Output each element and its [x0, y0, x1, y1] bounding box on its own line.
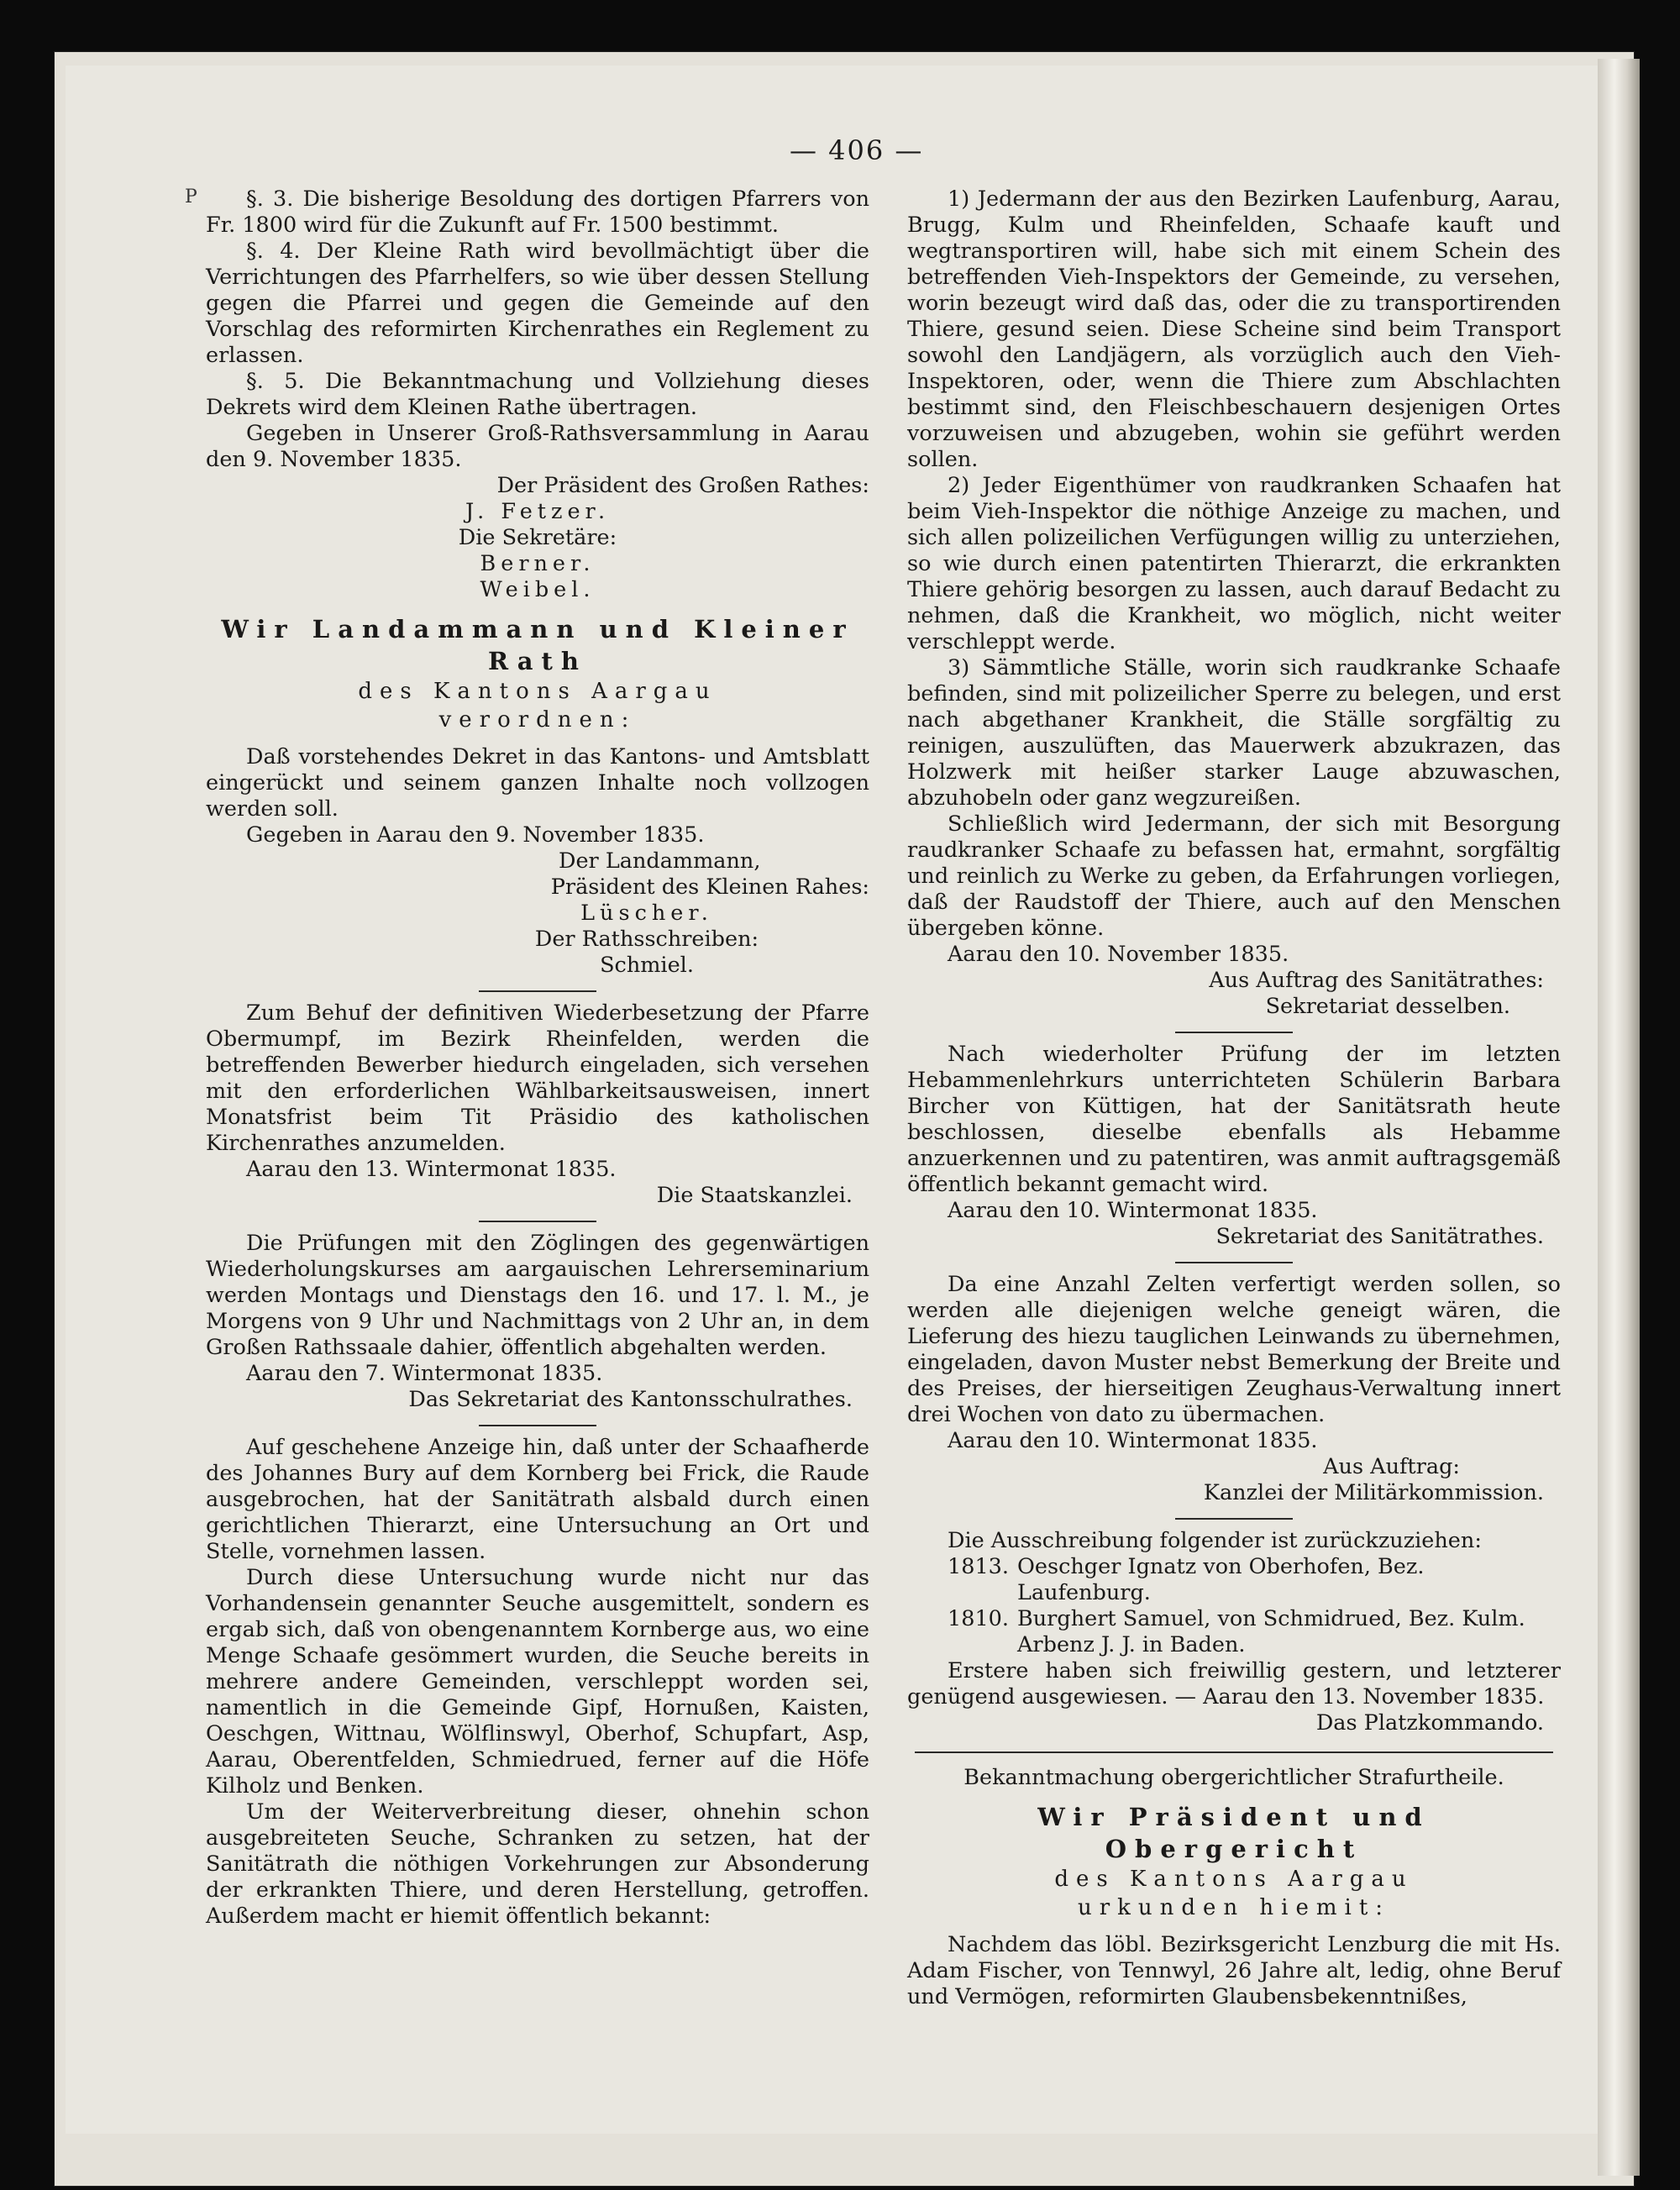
notice-pfarre-date: Aarau den 13. Wintermonat 1835.	[246, 1157, 617, 1182]
list-item	[948, 1632, 1561, 1658]
divider	[1175, 1518, 1293, 1520]
notice-ausschreibung-text: Erstere haben sich freiwillig gestern, und letzterer genügend ausgewiesen. — Aarau den 13. November 1835.	[907, 1658, 1561, 1709]
list-item	[948, 1606, 1561, 1632]
measure-2: 2) Jeder Eigenthümer von raudkranken Schaafen hat beim Vieh-Inspektor die nöthige Anzeige zu machen, und sich allen polizeilichen Verfügungen willig zu unterziehen, so wie durch einen patentirten Thierarzt, die erkrankten Thiere gehörig besorgen zu lassen, auch darauf Bedacht zu nehmen, daß die Krankheit, wo möglich, nicht weiter verschleppt werde.	[907, 473, 1561, 654]
notice-ausschreibung-signature: Das Platzkommando.	[1315, 1710, 1544, 1736]
court-heading-1: Wir Präsident und Obergericht	[1037, 1803, 1431, 1863]
decree-heading-3: verordnen:	[438, 707, 637, 733]
paragraph-given: Gegeben in Unserer Groß-Rathsversammlung in Aarau den 9. November 1835.	[206, 421, 869, 472]
notice-zelten-signature-1: Aus Auftrag:	[1323, 1454, 1460, 1479]
book-spine	[1598, 59, 1640, 2176]
list-text: Burghert Samuel, von Schmidrued, Bez. Kulm.	[1017, 1606, 1525, 1631]
paragraph-s4: §. 4. Der Kleine Rath wird bevollmächtigt über die Verrichtungen des Pfarrhelfers, so wie über dessen Stellung gegen die Pfarrei und gegen die Gemeinde auf den Vorschlag des reformirten Kirchenrathes ein Reglement zu erlassen.	[206, 239, 869, 368]
notice-raude-3: Um der Weiterverbreitung dieser, ohnehin schon ausgebreiteten Seuche, Schranken zu setzen, hat der Sanitätrath die nöthigen Vorkehrungen zur Absonderung der erkrankten Thiere, und deren Herstellung, getroffen. Außerdem macht er hiemit öffentlich bekannt:	[206, 1799, 869, 1929]
notice-zelten-signature-2: Kanzlei der Militärkommission.	[1203, 1480, 1544, 1505]
court-heading-3: urkunden hiemit:	[1077, 1895, 1391, 1920]
secretary-2: Weibel.	[480, 577, 596, 602]
landammann-title-2: Präsident des Kleinen Rahes:	[550, 874, 869, 900]
paragraph-decree: Daß vorstehendes Dekret in das Kantons- und Amtsblatt eingerückt und seinem ganzen Inhalte noch vollzogen werden soll.	[206, 744, 869, 822]
measure-3: 3) Sämmtliche Ställe, worin sich raudkranke Schaafe befinden, sind mit polizeilicher Sperre zu belegen, und erst nach abgethaner Krankheit, die Ställe sorgfältig zu reinigen, auszulüften, das Mauerwerk abzukrazen, das Holzwerk mit heißer starker Lauge abzuwaschen, abzuhobeln oder ganz wegzureißen.	[907, 655, 1561, 811]
divider	[479, 990, 596, 992]
paragraph-s3: §. 3. Die bisherige Besoldung des dortigen Pfarrers von Fr. 1800 wird für die Zukunft auf Fr. 1500 bestimmt.	[206, 186, 869, 238]
measure-date: Aarau den 10. November 1835.	[948, 942, 1289, 967]
ausschreibung-list	[948, 1554, 1561, 1658]
decree-heading-1: Wir Landammann und Kleiner Rath	[221, 615, 854, 675]
list-item	[948, 1554, 1561, 1606]
president-name: J. Fetzer.	[465, 499, 611, 524]
list-year	[948, 1632, 1017, 1658]
section-title: Bekanntmachung obergerichtlicher Strafurtheile.	[963, 1765, 1504, 1790]
notice-pfarre-signature: Die Staatskanzlei.	[656, 1183, 853, 1208]
divider	[479, 1221, 596, 1222]
court-heading-2: des Kantons Aargau	[1054, 1867, 1414, 1892]
divider	[479, 1425, 596, 1426]
margin-mark: P	[185, 186, 197, 207]
notice-zelten: Da eine Anzahl Zelten verfertigt werden sollen, so werden alle diejenigen welche geneigt wären, die Lieferung des hiezu tauglichen Leinwands zu übernehmen, eingeladen, davon Muster nebst Bemerkung der Breite und des Preises, der hierseitigen Zeughaus-Verwaltung innert drei Wochen von dato zu übermachen.	[907, 1272, 1561, 1427]
left-column	[206, 186, 869, 1930]
president-title: Der Präsident des Großen Rathes:	[496, 473, 869, 498]
page-number: — 406 —	[790, 134, 924, 166]
list-text: Oeschger Ignatz von Oberhofen, Bez. Laufenburg.	[1017, 1554, 1425, 1605]
list-year: 1813.	[948, 1554, 1010, 1579]
notice-hebamme-date: Aarau den 10. Wintermonat 1835.	[948, 1198, 1318, 1223]
notice-hebamme: Nach wiederholter Prüfung der im letzten Hebammenlehrkurs unterrichteten Schülerin Barbara Bircher von Küttigen, hat der Sanitätsrath heute beschlossen, dieselbe ebenfalls als Hebamme anzuerkennen und zu patentiren, was anmit auftragsgemäß öffentlich bekannt gemacht wird.	[907, 1042, 1561, 1197]
measure-1: 1) Jedermann der aus den Bezirken Laufenburg, Aarau, Brugg, Kulm und Rheinfelden, Schaafe kauft und wegtransportiren will, habe sich mit einem Schein des betreffenden Vieh-Inspektors der Gemeinde, zu versehen, worin bezeugt wird daß das, oder die zu transportirenden Thiere, gesund seien. Diese Scheine sind beim Transport sowohl den Landjägern, als vorzüglich auch den Vieh-Inspektoren, oder, wenn die Thiere zum Abschlachten bestimmt sind, den Fleischbeschauern desjenigen Ortes vorzuweisen und abzugeben, wohin sie geführt werden sollen.	[907, 186, 1561, 472]
notice-pruefungen-date: Aarau den 7. Wintermonat 1835.	[246, 1361, 603, 1386]
notice-raude-2: Durch diese Untersuchung wurde nicht nur das Vorhandensein genannter Seuche ausgemittelt, sondern es ergab sich, daß von obengenanntem Kornberge aus, wo eine Menge Schaafe gesömmert wurden, die Seuche bereits in mehrere andere Gemeinden, verschleppt worden sei, namentlich in die Gemeinde Gipf, Hornußen, Kaisten, Oeschgen, Wittnau, Wölflinswyl, Oberhof, Schupfart, Asp, Aarau, Oberentfelden, Schmiedrued, ferner auf die Höfe Kilholz und Benken.	[206, 1565, 869, 1799]
notice-hebamme-signature: Sekretariat des Sanitätrathes.	[1215, 1224, 1544, 1249]
rathsschreiber-name: Schmiel.	[600, 953, 694, 978]
secretary-1: Berner.	[480, 551, 596, 576]
divider	[1175, 1032, 1293, 1033]
landammann-name: Lüscher.	[580, 901, 713, 926]
decree-heading-2: des Kantons Aargau	[358, 679, 717, 704]
measure-final: Schließlich wird Jedermann, der sich mit Besorgung raudkranker Schaafe zu befassen hat, ermahnt, sorgfältig und reinlich zu Werke zu geben, da Erfahrungen vorliegen, daß der Raudstoff der Thiere, auch auf den Menschen übergeben könne.	[907, 811, 1561, 941]
list-text: Arbenz J. J. in Baden.	[1017, 1632, 1246, 1657]
notice-pruefungen-signature: Das Sekretariat des Kantonsschulrathes.	[408, 1387, 853, 1412]
court-paragraph: Nachdem das löbl. Bezirksgericht Lenzburg die mit Hs. Adam Fischer, von Tennwyl, 26 Jahre alt, ledig, ohne Beruf und Vermögen, reformirten Glaubensbekenntnißes,	[907, 1932, 1561, 2009]
notice-ausschreibung-intro: Die Ausschreibung folgender ist zurückzuziehen:	[948, 1528, 1482, 1553]
notice-pfarre: Zum Behuf der definitiven Wiederbesetzung der Pfarre Obermumpf, im Bezirk Rheinfelden, werden die betreffenden Bewerber hiedurch eingeladen, sich versehen mit den erforderlichen Wählbarkeitsausweisen, innert Monatsfrist beim Tit Präsidio des katholischen Kirchenrathes anzumelden.	[206, 1000, 869, 1156]
notice-pruefungen: Die Prüfungen mit den Zöglingen des gegenwärtigen Wiederholungskurses am aargauischen Lehrerseminarium werden Montags und Dienstags den 16. und 17. l. M., je Morgens von 9 Uhr und Nachmittags von 2 Uhr an, in dem Großen Rathssaale dahier, öffentlich abgehalten werden.	[206, 1231, 869, 1360]
notice-zelten-date: Aarau den 10. Wintermonat 1835.	[948, 1428, 1318, 1453]
paragraph-s5: §. 5. Die Bekanntmachung und Vollziehung dieses Dekrets wird dem Kleinen Rathe übertragen.	[206, 369, 869, 420]
landammann-title: Der Landammann,	[559, 848, 761, 874]
right-column	[907, 186, 1561, 2010]
paragraph-given-2: Gegeben in Aarau den 9. November 1835.	[246, 822, 705, 848]
divider	[1175, 1262, 1293, 1263]
section-divider	[915, 1751, 1553, 1753]
secretaries-title: Die Sekretäre:	[458, 525, 617, 550]
measure-signature-2: Sekretariat desselben.	[1265, 994, 1510, 1019]
rathsschreiber-title: Der Rathsschreiben:	[534, 927, 759, 952]
list-year: 1810.	[948, 1606, 1010, 1631]
measure-signature-1: Aus Auftrag des Sanitätrathes:	[1209, 968, 1544, 993]
notice-raude-1: Auf geschehene Anzeige hin, daß unter der Schaafherde des Johannes Bury auf dem Kornberg bei Frick, die Raude ausgebrochen, hat der Sanitätrath alsbald durch einen gerichtlichen Thierarzt, eine Untersuchung an Ort und Stelle, vornehmen lassen.	[206, 1435, 869, 1564]
